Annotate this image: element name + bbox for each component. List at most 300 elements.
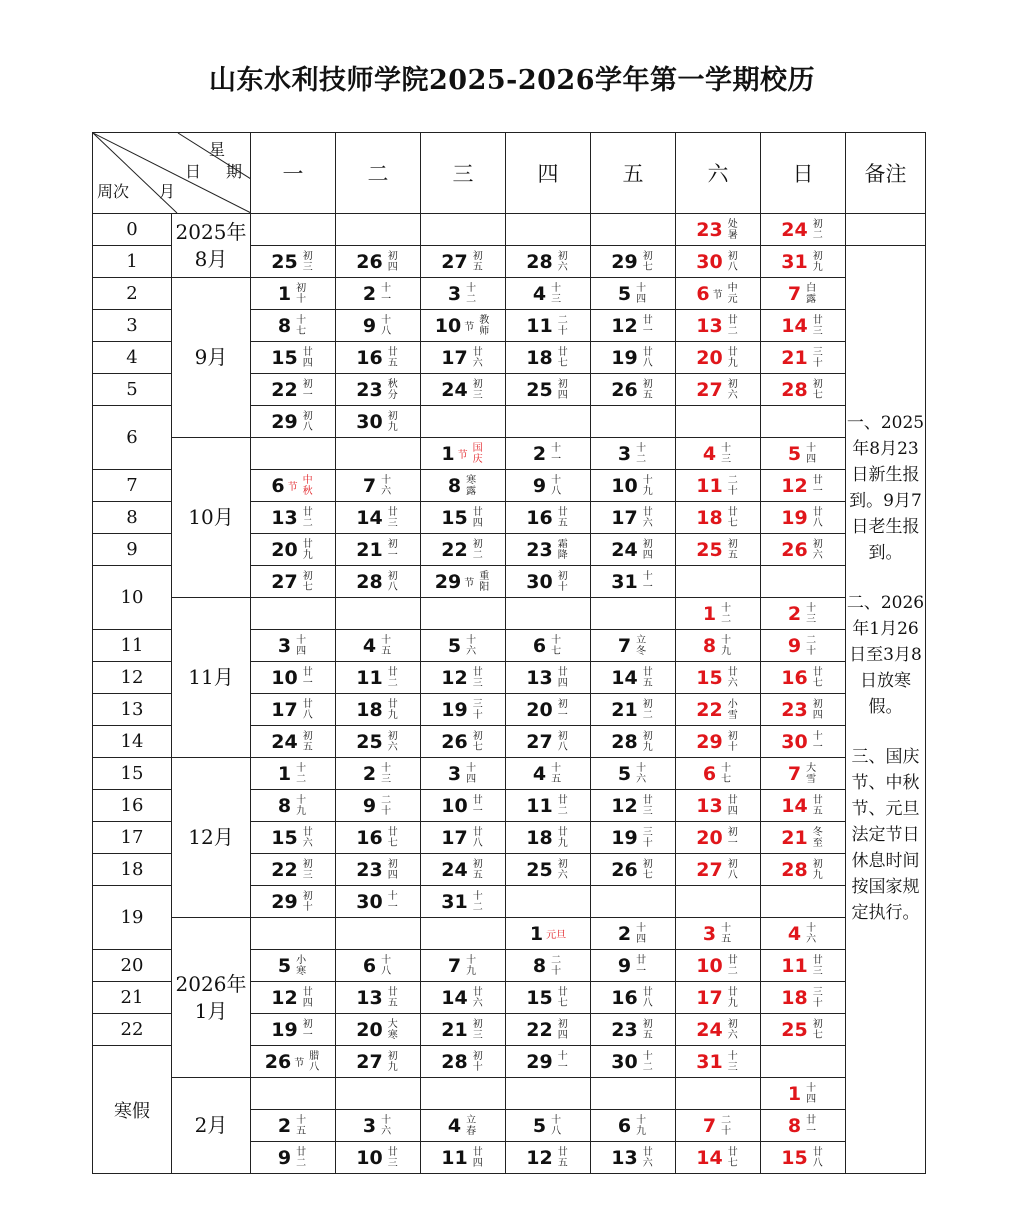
lunar-date: 廿五 [557,1146,568,1169]
day-cell [251,502,336,534]
lunar-date: 初一 [557,698,568,721]
lunar-date: 廿七 [557,986,568,1009]
date-number: 2 [277,1114,292,1137]
day-cell [761,854,846,886]
calendar-row [93,278,926,310]
day-cell [251,694,336,726]
lunar-date: 十九 [466,954,477,977]
festival-mark: 节 [712,290,723,301]
note-paragraph: 三、国庆节、中秋节、元旦法定节日休息时间按国家规定执行。 [851,747,920,923]
day-cell [251,342,336,374]
day-cell [421,534,506,566]
lunar-date: 初一 [387,538,398,561]
lunar-date: 十六 [806,922,817,945]
date-number: 25 [526,858,553,881]
date-number: 6 [702,762,717,785]
day-cell [676,598,761,630]
lunar-date: 廿九 [557,826,568,849]
date-number: 17 [271,698,298,721]
date-number: 25 [696,538,723,561]
day-cell [336,1014,421,1046]
day-cell [676,982,761,1014]
date-number: 19 [611,826,638,849]
date-number: 6 [696,282,710,305]
date-number: 30 [696,250,723,273]
day-cell [506,342,591,374]
date-number: 31 [441,890,468,913]
note-paragraph: 一、2025年8月23日新生报到。9月7日老生报到。 [846,413,925,563]
date-number: 13 [696,794,723,817]
day-cell [761,918,846,950]
week-number-cell: 7 [93,470,172,502]
lunar-date: 廿一 [642,314,653,337]
date-number: 26 [611,378,638,401]
day-cell [251,758,336,790]
day-cell [761,310,846,342]
day-cell [761,982,846,1014]
date-number: 21 [611,698,638,721]
week-number-cell: 9 [93,534,172,566]
lunar-date: 二十 [721,1114,732,1137]
header-corner-cell [93,133,251,214]
day-cell [506,1142,591,1174]
day-cell [506,822,591,854]
lunar-date: 十二 [636,442,647,465]
lunar-date: 廿三 [387,1146,398,1169]
day-cell [761,758,846,790]
date-number: 12 [441,666,468,689]
lunar-date: 廿九 [727,986,738,1009]
date-number: 3 [702,922,717,945]
lunar-date: 十四 [636,922,647,945]
date-number: 6 [271,474,285,497]
lunar-date: 十八 [381,314,392,337]
date-number: 26 [441,730,468,753]
lunar-date: 立冬 [636,634,647,657]
day-cell [591,886,676,918]
lunar-date: 三十 [472,698,483,721]
day-cell [421,790,506,822]
date-number: 3 [447,762,462,785]
day-cell [761,726,846,758]
day-cell [761,214,846,246]
day-cell [506,502,591,534]
date-number: 9 [532,474,547,497]
lunar-date: 廿二 [387,666,398,689]
lunar-date: 十六 [466,634,477,657]
day-cell [591,374,676,406]
day-cell [676,694,761,726]
day-cell [506,1078,591,1110]
lunar-date: 廿五 [642,666,653,689]
lunar-date: 廿七 [387,826,398,849]
day-cell [336,438,421,470]
calendar-row [93,214,926,246]
date-number: 22 [441,538,468,561]
date-number: 26 [611,858,638,881]
date-number: 1 [529,922,544,945]
day-cell [676,246,761,278]
day-cell [251,534,336,566]
date-number: 14 [696,1146,723,1169]
date-number: 13 [526,666,553,689]
lunar-date: 十三 [381,762,392,785]
lunar-date: 初六 [557,250,568,273]
lunar-date: 十七 [296,314,307,337]
date-number: 18 [781,986,808,1009]
lunar-date: 廿二 [302,506,313,529]
day-cell [676,1142,761,1174]
lunar-date: 秋分 [387,378,398,401]
month-label-cell: 11月 [172,598,251,758]
lunar-date: 十四 [296,634,307,657]
date-number: 6 [362,954,377,977]
date-number: 5 [277,954,292,977]
date-number: 7 [362,474,377,497]
lunar-date: 初四 [557,1018,568,1041]
day-cell [676,726,761,758]
notes-header: 备注 [846,133,926,214]
lunar-date: 初九 [812,250,823,273]
lunar-date: 初八 [727,858,738,881]
lunar-date: 十四 [466,762,477,785]
lunar-date: 三十 [642,826,653,849]
lunar-date: 廿九 [302,538,313,561]
date-number: 30 [356,890,383,913]
week-number-cell: 18 [93,854,172,886]
date-number: 9 [362,794,377,817]
day-cell [506,374,591,406]
day-cell [251,918,336,950]
lunar-date: 初五 [472,250,483,273]
date-number: 30 [611,1050,638,1073]
day-cell [336,790,421,822]
corner-label-yue: 月 [159,182,176,201]
lunar-date: 廿七 [557,346,568,369]
week-number-cell: 8 [93,502,172,534]
date-number: 15 [781,1146,808,1169]
week-number-cell: 11 [93,630,172,662]
date-number: 20 [696,826,723,849]
day-cell [676,854,761,886]
lunar-date: 寒露 [466,474,477,497]
date-number: 23 [696,218,723,241]
day-cell [761,342,846,374]
day-cell [761,1142,846,1174]
lunar-date: 十五 [296,1114,307,1137]
date-number: 7 [447,954,462,977]
date-number: 14 [356,506,383,529]
date-number: 21 [356,538,383,561]
day-cell [251,950,336,982]
month-label-cell: 2025年8月 [172,214,251,278]
day-cell [591,246,676,278]
day-cell [421,982,506,1014]
day-cell [591,598,676,630]
day-cell [336,502,421,534]
day-cell [251,982,336,1014]
date-number: 30 [781,730,808,753]
lunar-date: 廿七 [727,506,738,529]
lunar-date: 廿四 [302,346,313,369]
lunar-date: 初六 [812,538,823,561]
festival-name: 中秋 [302,474,313,497]
date-number: 22 [526,1018,553,1041]
date-number: 14 [781,314,808,337]
day-cell [421,1142,506,1174]
lunar-date: 十四 [806,1082,817,1105]
date-number: 8 [532,954,547,977]
day-cell [761,406,846,438]
lunar-date: 十九 [721,634,732,657]
lunar-date: 初五 [302,730,313,753]
lunar-date: 初五 [727,538,738,561]
lunar-date: 初七 [642,250,653,273]
day-cell [421,374,506,406]
day-cell [421,1110,506,1142]
lunar-date: 初九 [387,410,398,433]
day-cell [336,630,421,662]
day-cell [506,246,591,278]
day-cell [761,470,846,502]
date-number: 19 [271,1018,298,1041]
day-cell [591,854,676,886]
lunar-date: 十二 [642,1050,653,1073]
date-number: 12 [611,794,638,817]
date-number: 8 [787,1114,802,1137]
day-cell [676,758,761,790]
date-number: 29 [271,890,298,913]
date-number: 14 [611,666,638,689]
date-number: 20 [526,698,553,721]
day-cell [421,726,506,758]
date-number: 8 [277,314,292,337]
day-cell [336,918,421,950]
month-label-cell: 9月 [172,278,251,438]
date-number: 21 [441,1018,468,1041]
day-cell [676,342,761,374]
day-cell [506,406,591,438]
lunar-date: 廿八 [642,346,653,369]
lunar-date: 十五 [721,922,732,945]
date-number: 11 [781,954,808,977]
day-cell [251,438,336,470]
date-number: 22 [696,698,723,721]
date-number: 31 [781,250,808,273]
day-cell [676,214,761,246]
lunar-date: 廿四 [727,794,738,817]
day-cell [421,502,506,534]
day-cell [421,1078,506,1110]
day-cell [336,758,421,790]
lunar-date: 初八 [557,730,568,753]
week-number-cell: 15 [93,758,172,790]
day-cell [676,278,761,310]
day-header-sun: 日 [761,133,846,214]
lunar-date: 小寒 [296,954,307,977]
day-cell [506,790,591,822]
week-number-cell: 14 [93,726,172,758]
day-cell [251,310,336,342]
date-number: 11 [356,666,383,689]
day-cell [251,1078,336,1110]
lunar-date: 初四 [642,538,653,561]
date-number: 23 [526,538,553,561]
lunar-date: 廿六 [642,506,653,529]
day-cell [251,374,336,406]
date-number: 24 [781,218,808,241]
day-cell [421,278,506,310]
lunar-date: 十八 [381,954,392,977]
date-number: 24 [441,858,468,881]
date-number: 28 [781,858,808,881]
day-cell [336,1046,421,1078]
day-cell [761,1110,846,1142]
note-paragraph: 二、2026年1月26日至3月8日放寒假。 [846,593,925,717]
lunar-date: 廿二 [557,794,568,817]
date-number: 12 [271,986,298,1009]
day-cell [591,1014,676,1046]
lunar-date: 廿七 [727,1146,738,1169]
date-number: 23 [356,858,383,881]
lunar-date: 廿六 [472,986,483,1009]
lunar-date: 初五 [642,1018,653,1041]
date-number: 28 [356,570,383,593]
day-cell [336,694,421,726]
day-cell [251,1046,336,1078]
date-number: 9 [787,634,802,657]
day-cell [421,342,506,374]
day-cell [336,470,421,502]
day-cell [506,1014,591,1046]
lunar-date: 廿三 [812,314,823,337]
day-cell [761,886,846,918]
notes-cell [846,246,926,1174]
day-cell [591,950,676,982]
week-number-cell: 6 [93,406,172,470]
lunar-date: 十六 [636,762,647,785]
lunar-date: 廿八 [812,1146,823,1169]
day-cell [676,886,761,918]
lunar-date: 廿一 [812,474,823,497]
lunar-date: 廿三 [812,954,823,977]
date-number: 2 [362,282,377,305]
day-cell [676,566,761,598]
date-number: 5 [617,282,632,305]
lunar-date: 大寒 [387,1018,398,1041]
lunar-date: 大雪 [806,762,817,785]
date-number: 8 [277,794,292,817]
day-cell [506,1110,591,1142]
day-cell [251,822,336,854]
lunar-date: 廿六 [302,826,313,849]
lunar-date: 十三 [551,282,562,305]
day-cell [761,694,846,726]
date-number: 15 [271,346,298,369]
week-number-cell: 13 [93,694,172,726]
lunar-date: 十一 [381,282,392,305]
day-cell [506,1046,591,1078]
day-cell [591,726,676,758]
date-number: 4 [702,442,717,465]
day-cell [421,1046,506,1078]
date-number: 29 [526,1050,553,1073]
date-number: 2 [787,602,802,625]
date-number: 1 [787,1082,802,1105]
lunar-date: 十五 [551,762,562,785]
lunar-date: 廿七 [812,666,823,689]
corner-label-zhouci: 周次 [97,182,130,201]
week-number-cell: 20 [93,950,172,982]
day-cell [591,438,676,470]
date-number: 14 [441,986,468,1009]
week-number-cell: 4 [93,342,172,374]
date-number: 18 [526,826,553,849]
lunar-date: 白露 [806,282,817,305]
day-cell [336,950,421,982]
date-number: 4 [532,282,547,305]
day-cell [336,726,421,758]
day-cell [336,534,421,566]
day-cell [676,1014,761,1046]
lunar-date: 十二 [472,890,483,913]
date-number: 3 [617,442,632,465]
lunar-date: 初八 [387,570,398,593]
day-cell [506,950,591,982]
lunar-date: 廿六 [472,346,483,369]
lunar-date: 廿四 [472,506,483,529]
date-number: 22 [271,858,298,881]
week-number-cell: 2 [93,278,172,310]
date-number: 28 [781,378,808,401]
day-cell [676,310,761,342]
day-cell [761,630,846,662]
festival-mark: 节 [457,450,468,461]
day-cell [676,1078,761,1110]
lunar-date: 初七 [812,1018,823,1041]
date-number: 31 [696,1050,723,1073]
day-cell [336,342,421,374]
day-cell [506,918,591,950]
day-cell [336,1142,421,1174]
date-number: 27 [356,1050,383,1073]
festival-mark: 节 [464,578,475,589]
day-cell [336,854,421,886]
festival-name: 教师 [479,314,490,337]
day-cell [591,1046,676,1078]
day-cell [421,214,506,246]
lunar-date: 初九 [642,730,653,753]
day-cell [591,310,676,342]
day-cell [591,470,676,502]
day-cell [676,822,761,854]
lunar-date: 初七 [812,378,823,401]
date-number: 20 [696,346,723,369]
date-number: 26 [781,538,808,561]
lunar-date: 廿二 [727,314,738,337]
lunar-date: 十四 [636,282,647,305]
date-number: 11 [526,794,553,817]
lunar-date: 廿五 [557,506,568,529]
festival-name: 重阳 [479,570,490,593]
date-number: 9 [617,954,632,977]
lunar-date: 初二 [642,698,653,721]
date-number: 1 [441,442,455,465]
date-number: 29 [696,730,723,753]
day-cell [421,310,506,342]
day-cell [421,438,506,470]
festival-mark: 节 [464,322,475,333]
